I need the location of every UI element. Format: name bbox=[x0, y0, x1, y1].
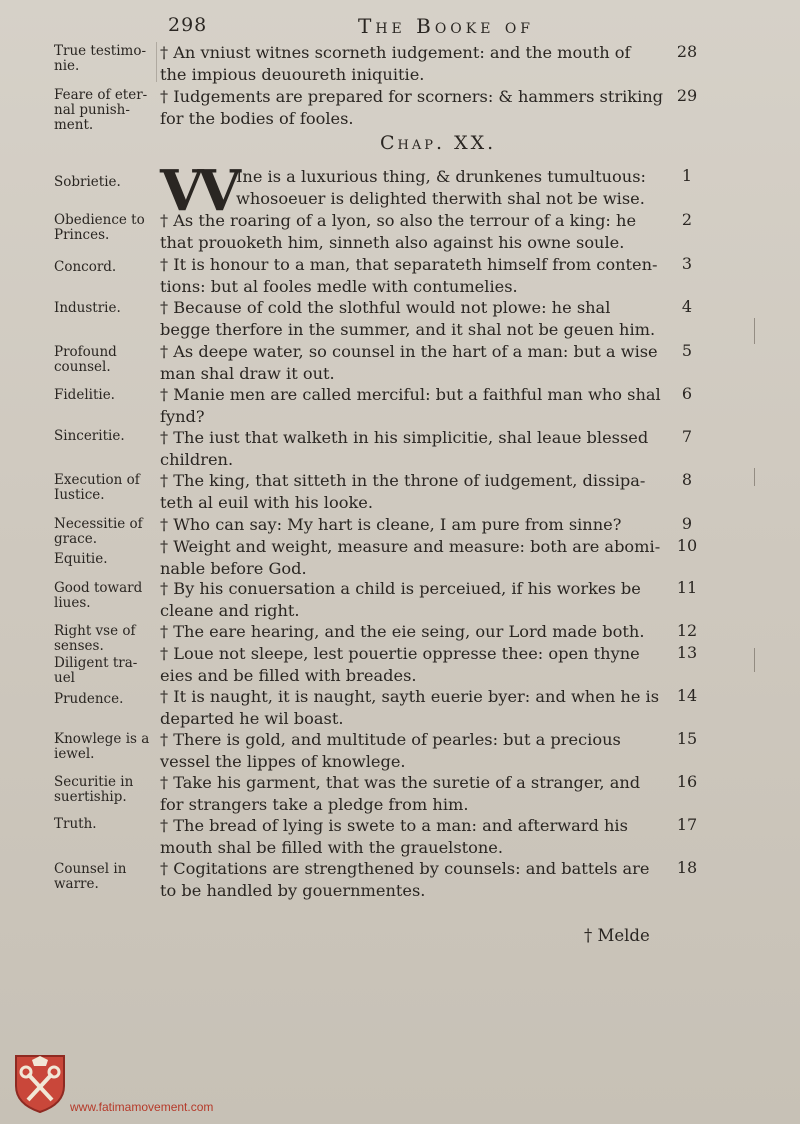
verse-text bbox=[160, 858, 672, 901]
verse-number: 16 bbox=[676, 772, 698, 791]
text-line: fynd? bbox=[160, 406, 205, 426]
text-line: † The king, that sitteth in the throne of iudgement, dissipa- bbox=[160, 471, 646, 490]
side-note: Diligent tra-uel bbox=[54, 655, 138, 686]
side-note: Obedience to Princes. bbox=[54, 212, 145, 243]
verse-text bbox=[160, 536, 672, 579]
verse-number: 12 bbox=[676, 621, 698, 640]
verse-text bbox=[236, 166, 676, 209]
side-note: Fidelitie. bbox=[54, 387, 115, 403]
side-note: Prudence. bbox=[54, 691, 124, 707]
side-note: Good toward liues. bbox=[54, 580, 143, 611]
text-line: departed he wil boast. bbox=[160, 708, 344, 728]
text-line: † As the roaring of a lyon, so also the terrour of a king: he bbox=[160, 211, 637, 230]
verse-number: 10 bbox=[676, 536, 698, 555]
verse-text bbox=[160, 578, 672, 621]
side-note: Truth. bbox=[54, 816, 97, 832]
verse-text bbox=[160, 815, 672, 858]
verse-number: 1 bbox=[681, 166, 693, 185]
text-line: vessel the lippes of knowlege. bbox=[160, 751, 406, 771]
text-line: † Weight and weight, measure and measure: both are abomi- bbox=[160, 537, 661, 556]
verse-text bbox=[160, 514, 672, 536]
verse-number: 15 bbox=[676, 729, 698, 748]
side-note: Securitie in suertiship. bbox=[54, 774, 134, 805]
text-line: † As deepe water, so counsel in the hart of a man: but a wise bbox=[160, 342, 658, 361]
verse-text bbox=[160, 86, 672, 129]
side-note: Concord. bbox=[54, 259, 117, 275]
text-line: teth al euil with his looke. bbox=[160, 492, 374, 512]
verse-number: 18 bbox=[676, 858, 698, 877]
text-line: † It is naught, it is naught, sayth euerie byer: and when he is bbox=[160, 687, 660, 706]
text-line: † The bread of lying is swete to a man: and afterward his bbox=[160, 816, 628, 835]
verse-number: 5 bbox=[681, 341, 693, 360]
verse-text bbox=[160, 341, 672, 384]
drop-capital: VV bbox=[160, 158, 235, 224]
text-line: begge therfore in the summer, and it shal not be geuen him. bbox=[160, 319, 656, 339]
text-line: eies and be filled with breades. bbox=[160, 665, 417, 685]
side-note: Feare of eter-nal punish-ment. bbox=[54, 87, 148, 133]
verse-number: 2 bbox=[681, 210, 693, 229]
text-line: † Who can say: My hart is cleane, I am pure from sinne? bbox=[160, 515, 622, 534]
text-line: Ine is a luxurious thing, & drunkenes tumultuous: bbox=[236, 167, 646, 186]
text-line: † It is honour to a man, that separateth himself from conten- bbox=[160, 255, 658, 274]
verse-number: 7 bbox=[681, 427, 693, 446]
verse-number: 3 bbox=[681, 254, 693, 273]
side-note: Right vse of senses. bbox=[54, 623, 136, 654]
verse-number: 8 bbox=[681, 470, 693, 489]
text-line: tions: but al fooles medle with contumelies. bbox=[160, 276, 518, 296]
text-line: † Cogitations are strengthened by counsels: and battels are bbox=[160, 859, 650, 878]
margin-mark bbox=[754, 318, 755, 344]
verse-text bbox=[160, 384, 672, 427]
verse-number: 17 bbox=[676, 815, 698, 834]
side-note: Sinceritie. bbox=[54, 428, 125, 444]
verse-text bbox=[160, 470, 672, 513]
text-line: children. bbox=[160, 449, 234, 469]
verse-number: 9 bbox=[681, 514, 693, 533]
verse-text bbox=[160, 254, 672, 297]
text-line: that prouoketh him, sinneth also against his owne soule. bbox=[160, 232, 625, 252]
verse-number: 11 bbox=[676, 578, 698, 597]
text-line: † Because of cold the slothful would not plowe: he shal bbox=[160, 298, 611, 317]
verse-text bbox=[160, 297, 672, 340]
verse-text bbox=[160, 686, 672, 729]
side-note: Industrie. bbox=[54, 300, 121, 316]
text-line: to be handled by gouernmentes. bbox=[160, 880, 426, 900]
margin-rule bbox=[156, 42, 157, 82]
verse-text bbox=[160, 729, 672, 772]
text-line: mouth shal be filled with the grauelstone. bbox=[160, 837, 504, 857]
text-line: for strangers take a pledge from him. bbox=[160, 794, 469, 814]
text-line: † An vniust witnes scorneth iudgement: and the mouth of bbox=[160, 43, 631, 62]
margin-mark bbox=[754, 468, 755, 486]
margin-mark bbox=[754, 648, 755, 672]
side-note: True testimo-nie. bbox=[54, 43, 147, 74]
verse-number: 28 bbox=[676, 42, 698, 61]
side-note: Counsel in warre. bbox=[54, 861, 127, 892]
side-note: Sobrietie. bbox=[54, 174, 121, 190]
text-line: † Take his garment, that was the suretie of a stranger, and bbox=[160, 773, 641, 792]
text-line: † The eare hearing, and the eie seing, our Lord made both. bbox=[160, 622, 645, 641]
side-note: Equitie. bbox=[54, 551, 108, 567]
text-line: man shal draw it out. bbox=[160, 363, 335, 383]
verse-number: 6 bbox=[681, 384, 693, 403]
verse-number: 29 bbox=[676, 86, 698, 105]
text-line: † Manie men are called merciful: but a faithful man who shal bbox=[160, 385, 661, 404]
side-note: Knowlege is a iewel. bbox=[54, 731, 150, 762]
website-link[interactable]: www.fatimamovement.com bbox=[70, 1100, 214, 1114]
verse-text bbox=[160, 643, 672, 686]
text-line: † Iudgements are prepared for scorners: & hammers striking bbox=[160, 87, 664, 106]
side-note: Execution of Iustice. bbox=[54, 472, 140, 503]
text-line: † There is gold, and multitude of pearles: but a precious bbox=[160, 730, 621, 749]
text-line: † The iust that walketh in his simplicitie, shal leaue blessed bbox=[160, 428, 649, 447]
verse-text bbox=[160, 210, 672, 253]
side-note: Profound counsel. bbox=[54, 344, 117, 375]
verse-text bbox=[160, 42, 672, 85]
text-line: the impious deuoureth iniquitie. bbox=[160, 64, 425, 84]
text-line: cleane and right. bbox=[160, 600, 300, 620]
verse-number: 13 bbox=[676, 643, 698, 662]
page-number: 298 bbox=[168, 14, 208, 36]
verse-number: 4 bbox=[681, 297, 693, 316]
verse-text bbox=[160, 772, 672, 815]
chapter-heading: Chap. XX. bbox=[380, 132, 497, 154]
vatican-keys-logo-icon bbox=[12, 1052, 68, 1114]
running-title: The Booke of bbox=[358, 14, 535, 38]
verse-text bbox=[160, 427, 672, 470]
text-line: † By his conuersation a child is perceiued, if his workes be bbox=[160, 579, 641, 598]
catchword: † Melde bbox=[584, 926, 650, 945]
side-note: Necessitie of grace. bbox=[54, 516, 143, 547]
page-header bbox=[0, 14, 800, 40]
text-line: whosoeuer is delighted therwith shal not be wise. bbox=[236, 188, 645, 208]
verse-text bbox=[160, 621, 672, 643]
text-line: † Loue not sleepe, lest pouertie oppresse thee: open thyne bbox=[160, 644, 640, 663]
text-line: nable before God. bbox=[160, 558, 307, 578]
verse-number: 14 bbox=[676, 686, 698, 705]
text-line: for the bodies of fooles. bbox=[160, 108, 354, 128]
